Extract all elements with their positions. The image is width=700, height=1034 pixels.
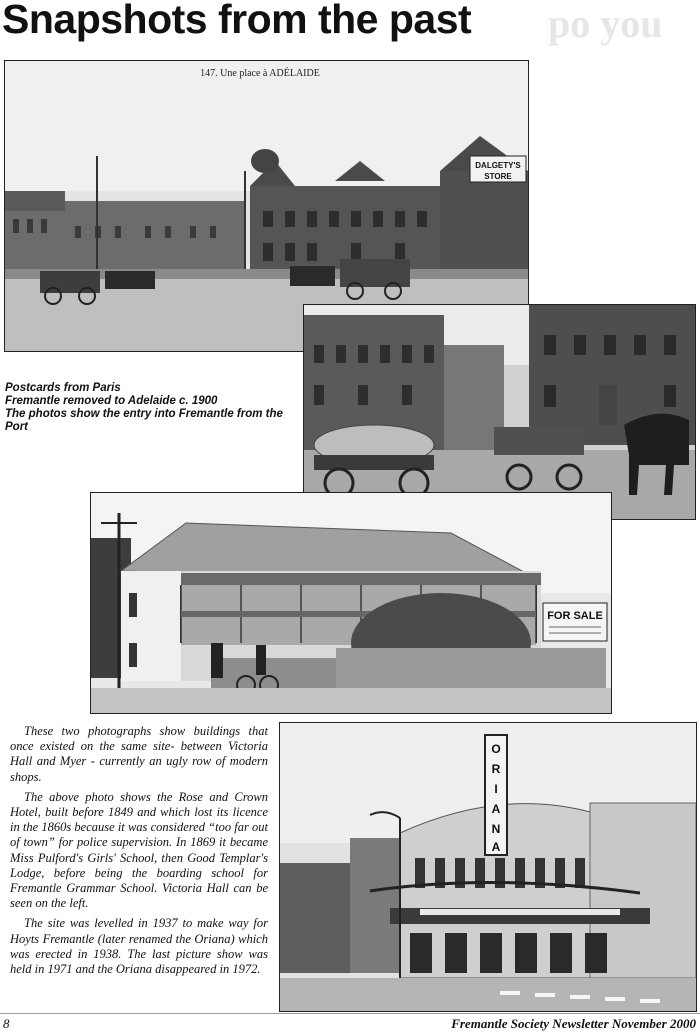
dalgetys-sign-text: DALGETY'S <box>475 161 521 170</box>
postcards-caption <box>5 382 295 434</box>
oriana-sign-letter: R <box>491 762 501 776</box>
page-number: 8 <box>3 1016 10 1031</box>
newsletter-footer: Fremantle Society Newsletter November 2000 <box>451 1016 696 1031</box>
photo-fremantle-entry <box>303 304 696 520</box>
photo-rose-and-crown-hotel <box>90 492 612 714</box>
article-text <box>10 724 268 982</box>
oriana-sign-letter: I <box>494 782 498 796</box>
photo-oriana-cinema <box>279 722 697 1012</box>
page-title: Snapshots from the past <box>2 0 472 42</box>
for-sale-sign-text: FOR SALE <box>547 610 603 622</box>
caption-line: Fremantle removed to Adelaide c. 1900 <box>5 395 218 407</box>
article-paragraph: These two photographs show buildings that once existed on the same site- between Victoria Hall and Myer - currently an ugly row of modern shops. <box>10 724 268 784</box>
article-paragraph: The site was levelled in 1937 to make way for Hoyts Fremantle (later renamed the Oriana) which was erected in 1938. The last picture show was held in 1971 and the Oriana disappeared in 1972. <box>10 916 268 977</box>
article-paragraph: The above photo shows the Rose and Crown Hotel, built before 1849 and which lost its licence in the 1860s because it was considered “too far out of town” for police supervision. In 1869 it became Miss Pulford's Girls' School, then Good Templar's Lodge, before being the boarding school for Fremantle Grammar School. Victoria Hall can be seen on the left. <box>10 789 268 911</box>
footer-rule <box>0 1013 700 1014</box>
store-sign-text: STORE <box>484 172 512 181</box>
oriana-sign-letter: A <box>491 840 501 854</box>
caption-line: Postcards from Paris <box>5 382 121 394</box>
caption-line: Port <box>5 421 28 433</box>
postcard-caption: 147. Une place à ADÉLAIDE <box>200 68 320 79</box>
oriana-sign-letter: O <box>491 742 501 756</box>
bleed-through-text: po you <box>548 1 663 46</box>
oriana-sign-letter: N <box>491 822 501 836</box>
oriana-sign-letter: A <box>491 802 501 816</box>
caption-line: The photos show the entry into Fremantle from the <box>5 408 283 420</box>
